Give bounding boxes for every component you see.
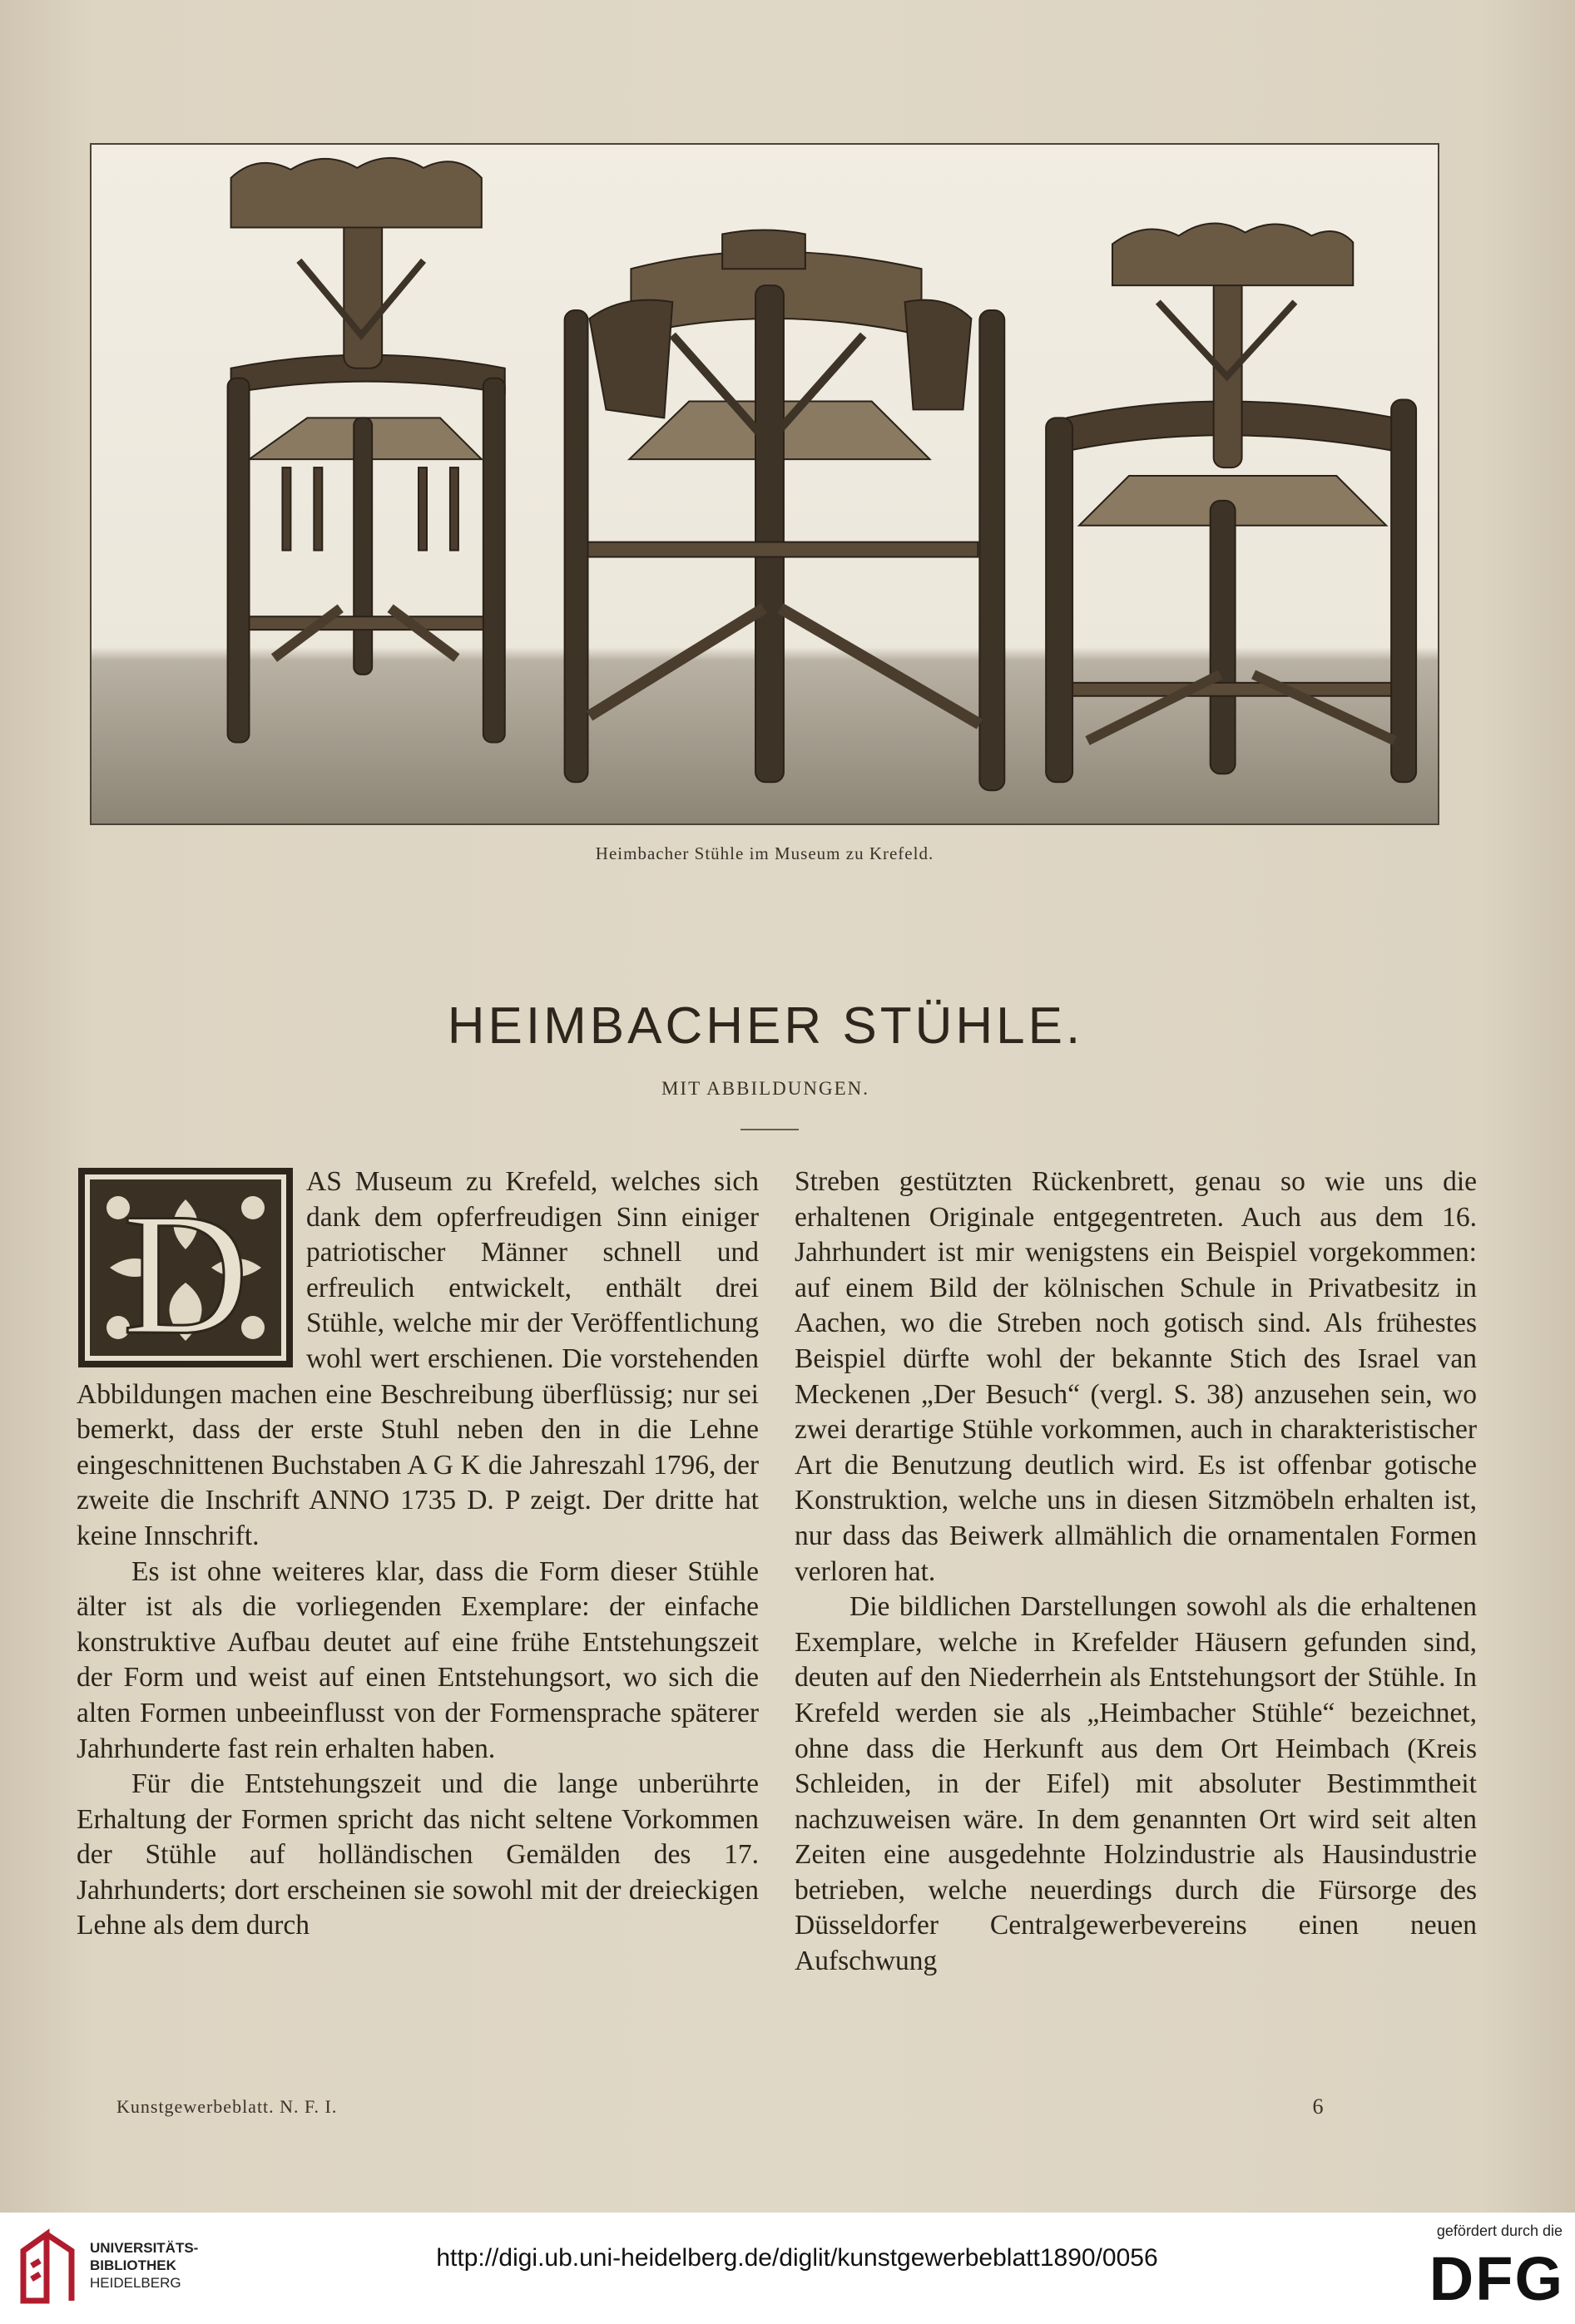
library-name[interactable] [90,2239,273,2306]
paragraph-2: Es ist ohne weiteres klar, dass die Form dieser Stühle älter ist als die vorliegenden Exemplare: der einfache konstruktive Aufbau deutet auf eine frühe Entstehungszeit der Form und weist auf einen Entstehungsort, wo sich die alten Formen unbeeinflusst von der Formensprache späterer Jahrhunderte fast rein erhalten haben. [77,1555,759,1764]
paragraph-4: Streben gestützten Rückenbrett, genau so wie uns die erhaltenen Originale entgegentreten. Auch aus dem 16. Jahrhundert ist mir wenigstens ein Beispiel vorgekommen: auf einem Bild der kölnischen Schule in Privatbesitz in Aachen, wo die Streben noch gotisch sind. Als frühestes Beispiel dürfte wohl der bekannte Stich des Israel van Meckenen „Der Besuch“ (vergl. S. 38) anzusehen sein, wo zwei derartige Stühle vorkommen, auch in charakteristischer Art die Benutzung deutlich wird. Es ist offenbar gotische Konstruktion, welche uns in diesen Sitzmöbeln erhalten ist, nur dass das Beiwerk allmählich die ornamentalen Formen verloren hat. [795,1166,1477,1587]
chair-1 [228,158,505,743]
ornamental-initial [77,1166,295,1369]
paragraph-3: Für die Entstehungszeit und die lange unberührte Erhaltung der Formen spricht das nicht seltene Vorkommen der Stühle auf holländischen Gemälden des 17. Jahrhunderts; dort erscheinen sie sowohl mit der dreieckigen Lehne als dem durch [77,1768,759,1941]
funding-note: gefördert durch die [1436,2223,1563,2239]
university-library-logo-icon[interactable] [15,2226,80,2309]
initial-letter: D [122,1178,249,1369]
right-column [795,1164,1477,2088]
bleed-through-text [582,90,965,115]
dfg-logo[interactable]: DFG [1429,2244,1564,2313]
page-number: 6 [1312,2094,1324,2119]
title-divider [740,1129,799,1130]
bleed-through-number [1419,93,1469,118]
library-line-1: UNIVERSITÄTS- [90,2240,199,2256]
chairs-photograph [90,143,1439,825]
library-line-3: HEIDELBERG [90,2275,181,2291]
paragraph-5: Die bildlichen Darstellungen sowohl als die erhaltenen Exemplare, welche in Krefelder Häusern gefunden sind, deuten auf den Niederrhein als Entstehungsort der Stühle. In Krefeld werden sie als „Heimbacher Stühle“ bezeichnet, ohne dass die Herkunft aus dem Ort Heimbach (Kreis Schleiden, in der Eifel) mit absoluter Bestimmtheit nachzuweisen wäre. In dem genannten Ort wird seit alten Zeiten eine ausgedehnte Holzindustrie als Hausindustrie betrieben, welche neuerdings durch die Fürsorge des Düsseldorfer Centralgewerbevereins einen neuen Aufschwung [795,1591,1477,1977]
chair-2 [565,230,1005,790]
left-column [77,1164,759,2088]
library-line-2: BIBLIOTHEK [90,2257,176,2273]
article-subtitle: MIT ABBILDUNGEN. [661,1078,870,1099]
permalink-url[interactable]: http://digi.ub.uni-heidelberg.de/diglit/kunstgewerbeblatt1890/0056 [436,2244,1158,2272]
paragraph-1: AS Museum zu Krefeld, welches sich dank dem opferfreudigen Sinn einiger patriotischer Männer schnell und erfreulich entwickelt, enthält drei Stühle, welche mir der Veröffentlichung wohl wert erschienen. Die vorstehenden Abbildungen machen eine Beschreibung überflüssig; nur sei bemerkt, dass der erste Stuhl neben den in die Lehne eingeschnittenen Buchstaben A G K die Jahreszahl 1796, der zweite die Inschrift ANNO 1735 D. P zeigt. Der dritte hat keine Innschrift. [77,1166,759,1551]
chairs-illustration [92,145,1438,823]
figure-caption: Heimbacher Stühle im Museum zu Krefeld. [595,843,934,863]
article-title: HEIMBACHER STÜHLE. [447,997,1084,1055]
chair-3 [1046,223,1416,782]
initial-d-ornament [77,1166,295,1369]
journal-signature: Kunstgewerbeblatt. N. F. I. [116,2096,338,2117]
